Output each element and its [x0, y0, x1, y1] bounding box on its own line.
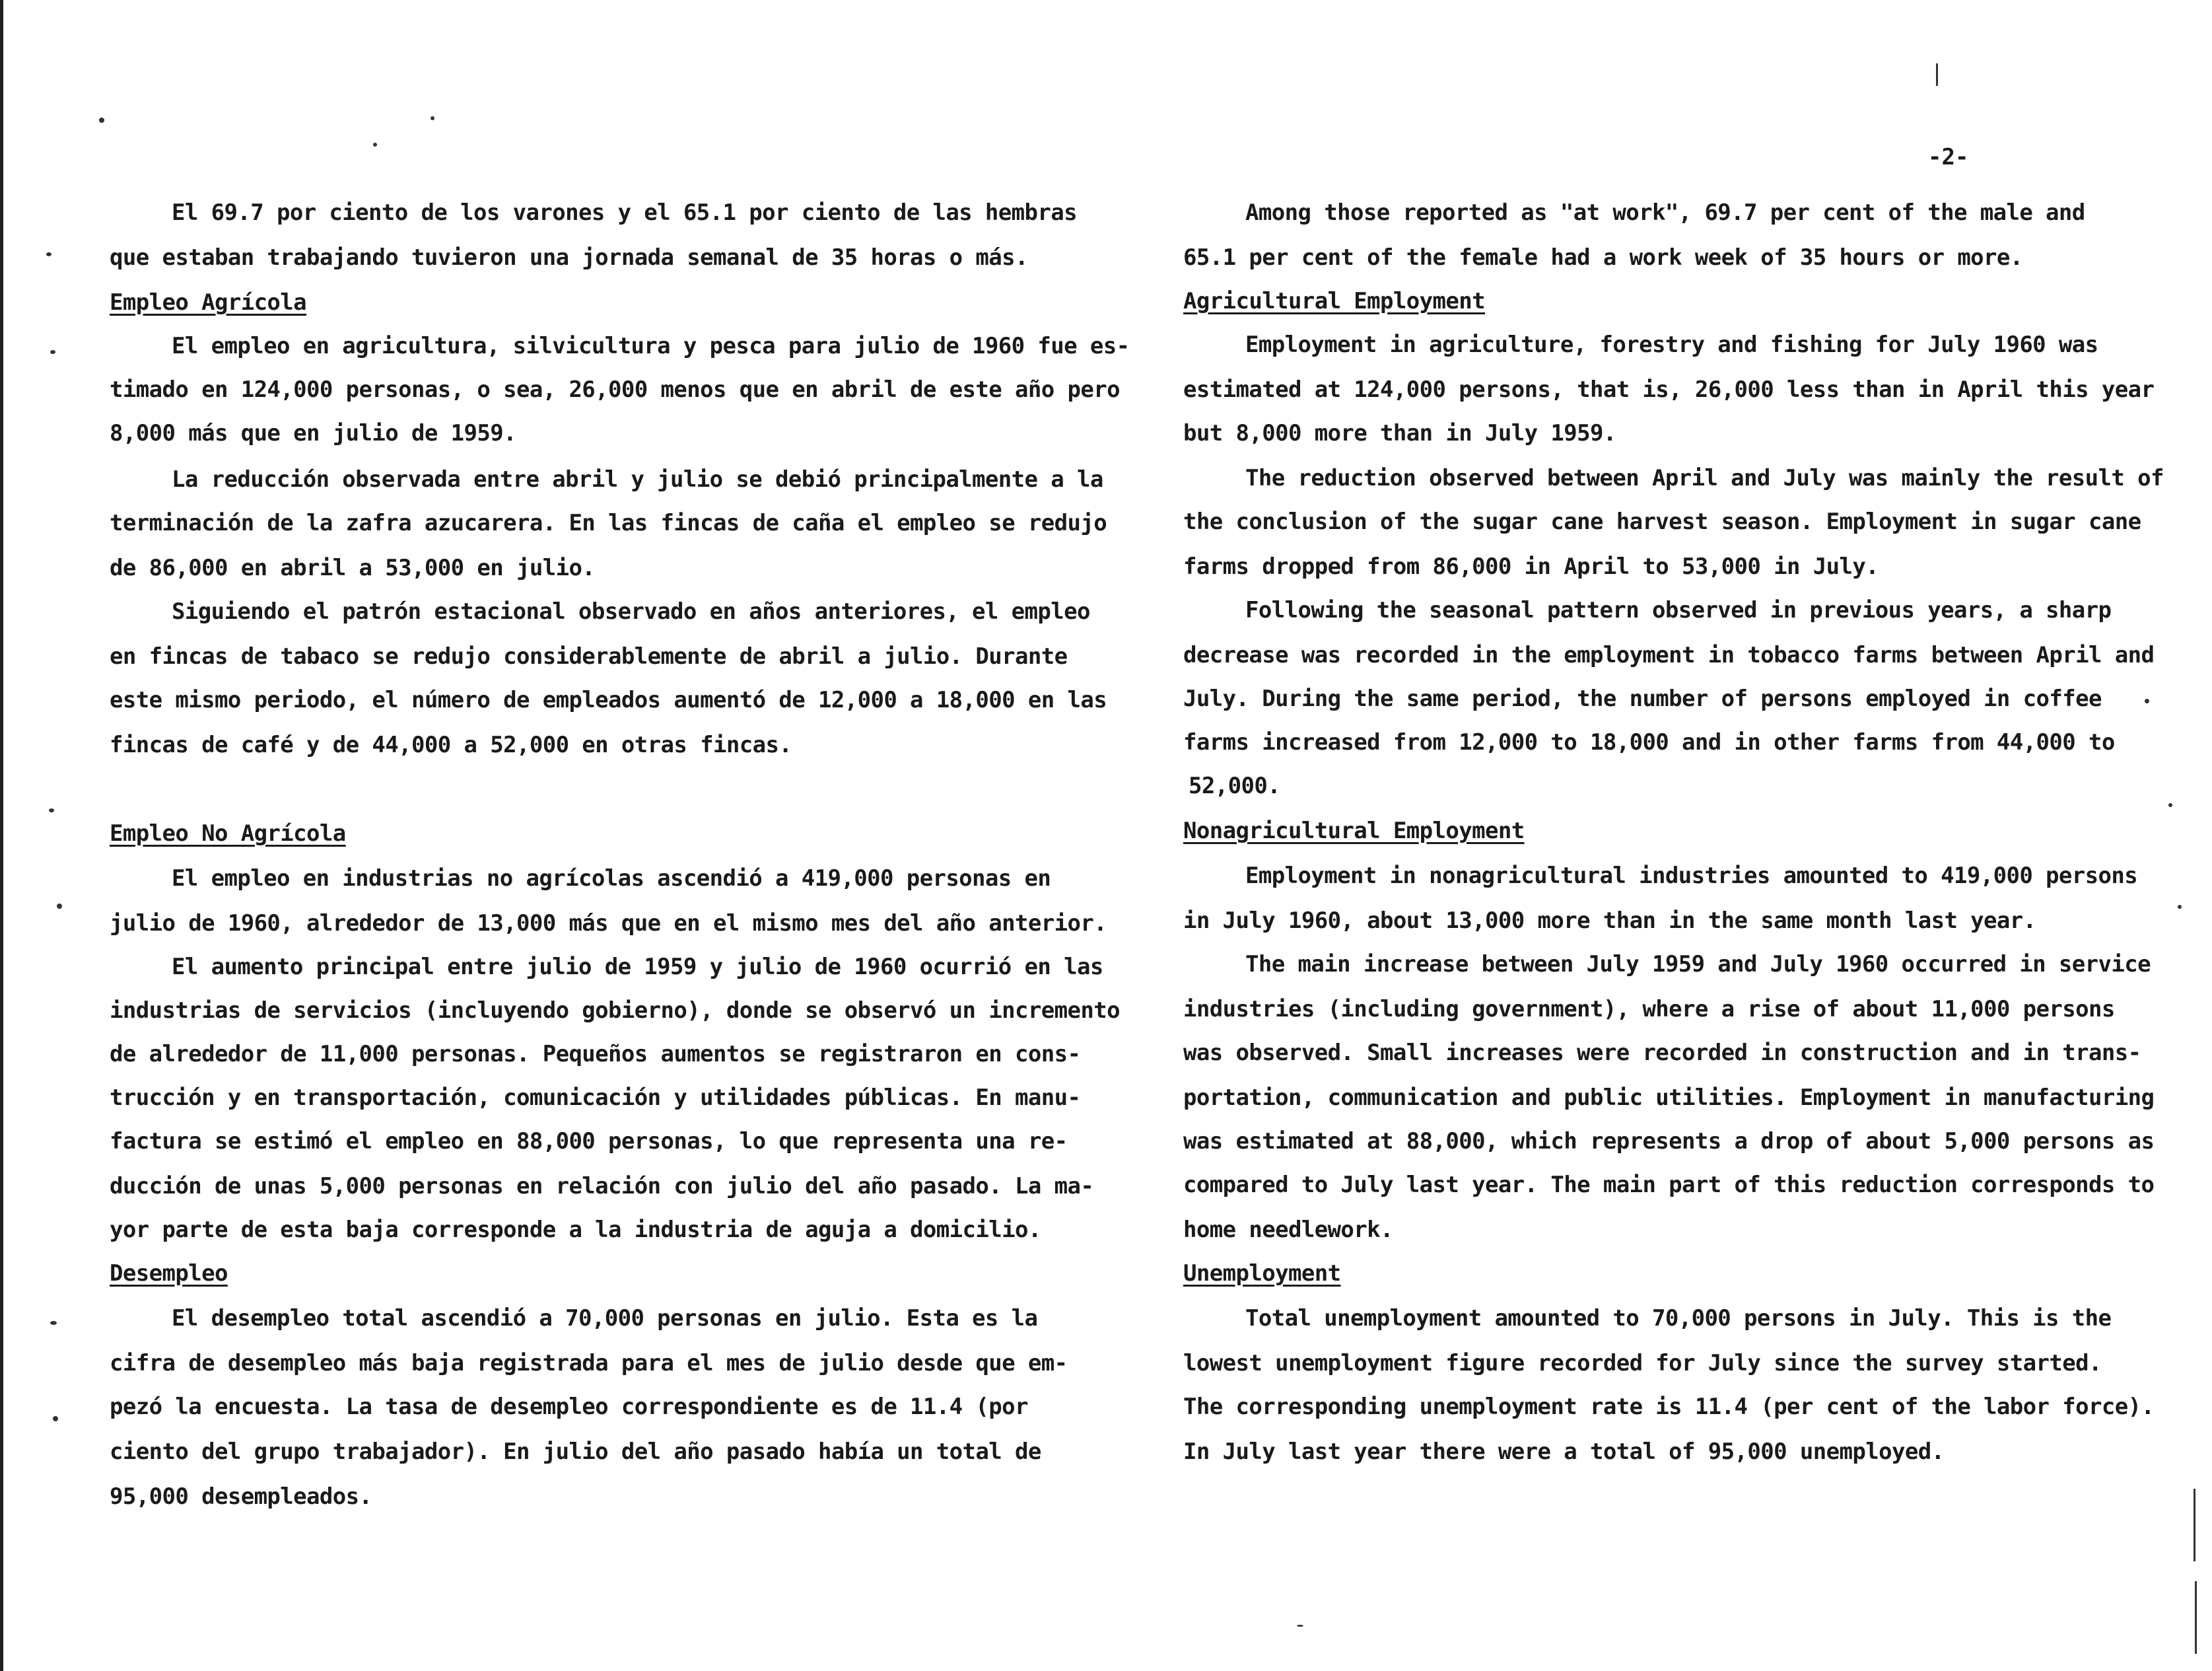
scan-speck — [53, 1416, 58, 1421]
es-paragraph-line: este mismo periodo, el número de empleados aumentó de 12,000 a 18,000 en las — [110, 687, 1107, 713]
scan-edge-mark — [2195, 1581, 2197, 1654]
es-paragraph-line: terminación de la zafra azucarera. En las fincas de caña el empleo se redujo — [110, 510, 1107, 536]
en-paragraph-line: July. During the same period, the number of persons employed in coffee — [1183, 686, 2102, 712]
en-heading-nonagricultural: Nonagricultural Employment — [1183, 818, 1525, 844]
scan-speck — [2168, 803, 2172, 807]
scan-speck — [49, 808, 54, 812]
en-paragraph-line: decrease was recorded in the employment in tobacco farms between April and — [1183, 642, 2155, 668]
en-paragraph-line: Among those reported as "at work", 69.7 per cent of the male and — [1245, 199, 2085, 226]
en-heading-agricultural: Agricultural Employment — [1183, 288, 1486, 314]
es-paragraph-line: que estaban trabajando tuvieron una jornada semanal de 35 horas o más. — [110, 244, 1028, 271]
en-paragraph-line: but 8,000 more than in July 1959. — [1183, 420, 1616, 446]
en-paragraph-line: the conclusion of the sugar cane harvest season. Employment in sugar cane — [1183, 509, 2141, 535]
page-left-border — [0, 0, 3, 1671]
en-paragraph-line: portation, communication and public utilities. Employment in manufacturing — [1183, 1084, 2155, 1111]
es-paragraph-line: El aumento principal entre julio de 1959 y julio de 1960 ocurrió en las — [172, 954, 1103, 980]
scan-speck — [373, 143, 377, 147]
en-paragraph-line: Total unemployment amounted to 70,000 persons in July. This is the — [1245, 1305, 2112, 1332]
es-paragraph-line: cifra de desempleo más baja registrada para el mes de julio desde que em- — [110, 1350, 1068, 1376]
scan-speck — [46, 252, 52, 256]
es-paragraph-line: El empleo en agricultura, silvicultura y pesca para julio de 1960 fue es- — [172, 333, 1130, 359]
en-heading-unemployment: Unemployment — [1183, 1260, 1341, 1287]
en-paragraph-line: was estimated at 88,000, which represents a drop of about 5,000 persons as — [1183, 1128, 2155, 1155]
en-paragraph-line: Following the seasonal pattern observed in previous years, a sharp — [1245, 597, 2112, 623]
es-heading-unemployment: Desempleo — [110, 1260, 228, 1287]
scan-speck — [1297, 1625, 1303, 1627]
es-paragraph-line: timado en 124,000 personas, o sea, 26,000 menos que en abril de este año pero — [110, 376, 1120, 403]
es-paragraph-line: en fincas de tabaco se redujo considerablemente de abril a julio. Durante — [110, 643, 1068, 670]
es-paragraph-line: 95,000 desempleados. — [110, 1483, 372, 1510]
es-paragraph-line: El desempleo total ascendió a 70,000 personas en julio. Esta es la — [172, 1305, 1038, 1332]
en-paragraph-line: The corresponding unemployment rate is 11.4 (per cent of the labor force). — [1183, 1394, 2155, 1420]
es-paragraph-line: El empleo en industrias no agrícolas ascendió a 419,000 personas en — [172, 865, 1051, 892]
en-paragraph-line: The main increase between July 1959 and July 1960 occurred in service — [1245, 951, 2151, 978]
es-paragraph-line: Siguiendo el patrón estacional observado en años anteriores, el empleo — [172, 598, 1090, 625]
es-paragraph-line: ciento del grupo trabajador). En julio del año pasado había un total de — [110, 1439, 1041, 1465]
en-paragraph-line: 52,000. — [1189, 773, 1281, 799]
es-paragraph-line: de 86,000 en abril a 53,000 en julio. — [110, 555, 596, 581]
es-paragraph-line: trucción y en transportación, comunicación y utilidades públicas. En manu- — [110, 1084, 1081, 1111]
scan-speck — [57, 904, 62, 909]
es-paragraph-line: yor parte de esta baja corresponde a la industria de aguja a domicilio. — [110, 1217, 1041, 1243]
es-paragraph-line: factura se estimó el empleo en 88,000 personas, lo que representa una re- — [110, 1128, 1068, 1155]
en-paragraph-line: industries (including government), where a rise of about 11,000 persons — [1183, 996, 2115, 1022]
en-paragraph-line: 65.1 per cent of the female had a work week of 35 hours or more. — [1183, 244, 2023, 271]
en-paragraph-line: estimated at 124,000 persons, that is, 26,000 less than in April this year — [1183, 376, 2155, 403]
es-heading-nonagricultural: Empleo No Agrícola — [110, 820, 346, 847]
scan-speck — [2178, 905, 2182, 909]
es-paragraph-line: El 69.7 por ciento de los varones y el 65.1 por ciento de las hembras — [172, 199, 1078, 226]
es-paragraph-line: ducción de unas 5,000 personas en relación con julio del año pasado. La ma- — [110, 1173, 1094, 1199]
page-number: -2- — [1928, 144, 1969, 170]
en-paragraph-line: The reduction observed between April and July was mainly the result of — [1245, 465, 2164, 491]
scan-edge-mark — [2194, 1489, 2195, 1561]
scan-speck — [50, 1321, 57, 1325]
en-paragraph-line: farms dropped from 86,000 in April to 53,000 in July. — [1183, 553, 1879, 580]
scan-speck — [99, 118, 104, 123]
en-paragraph-line: compared to July last year. The main part of this reduction corresponds to — [1183, 1172, 2155, 1198]
en-paragraph-line: Employment in nonagricultural industries amounted to 419,000 persons — [1245, 863, 2138, 889]
en-paragraph-line: Employment in agriculture, forestry and fishing for July 1960 was — [1245, 332, 2098, 358]
en-paragraph-line: lowest unemployment figure recorded for July since the survey started. — [1183, 1350, 2102, 1376]
es-paragraph-line: de alrededor de 11,000 personas. Pequeños aumentos se registraron en cons- — [110, 1041, 1081, 1067]
en-paragraph-line: In July last year there were a total of 95,000 unemployed. — [1183, 1439, 1945, 1465]
scan-mark — [1936, 63, 1938, 86]
en-paragraph-line: was observed. Small increases were recorded in construction and in trans- — [1183, 1040, 2141, 1066]
es-paragraph-line: pezó la encuesta. La tasa de desempleo correspondiente es de 11.4 (por — [110, 1394, 1028, 1420]
scan-speck — [50, 350, 55, 354]
scan-speck — [2145, 699, 2149, 703]
en-paragraph-line: home needlework. — [1183, 1217, 1393, 1243]
es-paragraph-line: fincas de café y de 44,000 a 52,000 en otras fincas. — [110, 732, 792, 758]
es-paragraph-line: La reducción observada entre abril y julio se debió principalmente a la — [172, 466, 1103, 493]
en-paragraph-line: farms increased from 12,000 to 18,000 and in other farms from 44,000 to — [1183, 729, 2115, 756]
en-paragraph-line: in July 1960, about 13,000 more than in the same month last year. — [1183, 907, 2036, 934]
es-paragraph-line: 8,000 más que en julio de 1959. — [110, 420, 516, 446]
scan-speck — [431, 116, 434, 120]
es-paragraph-line: industrias de servicios (incluyendo gobierno), donde se observó un incremento — [110, 997, 1120, 1024]
es-paragraph-line: julio de 1960, alrededor de 13,000 más que en el mismo mes del año anterior. — [110, 910, 1107, 937]
es-heading-agricultural: Empleo Agrícola — [110, 289, 307, 316]
